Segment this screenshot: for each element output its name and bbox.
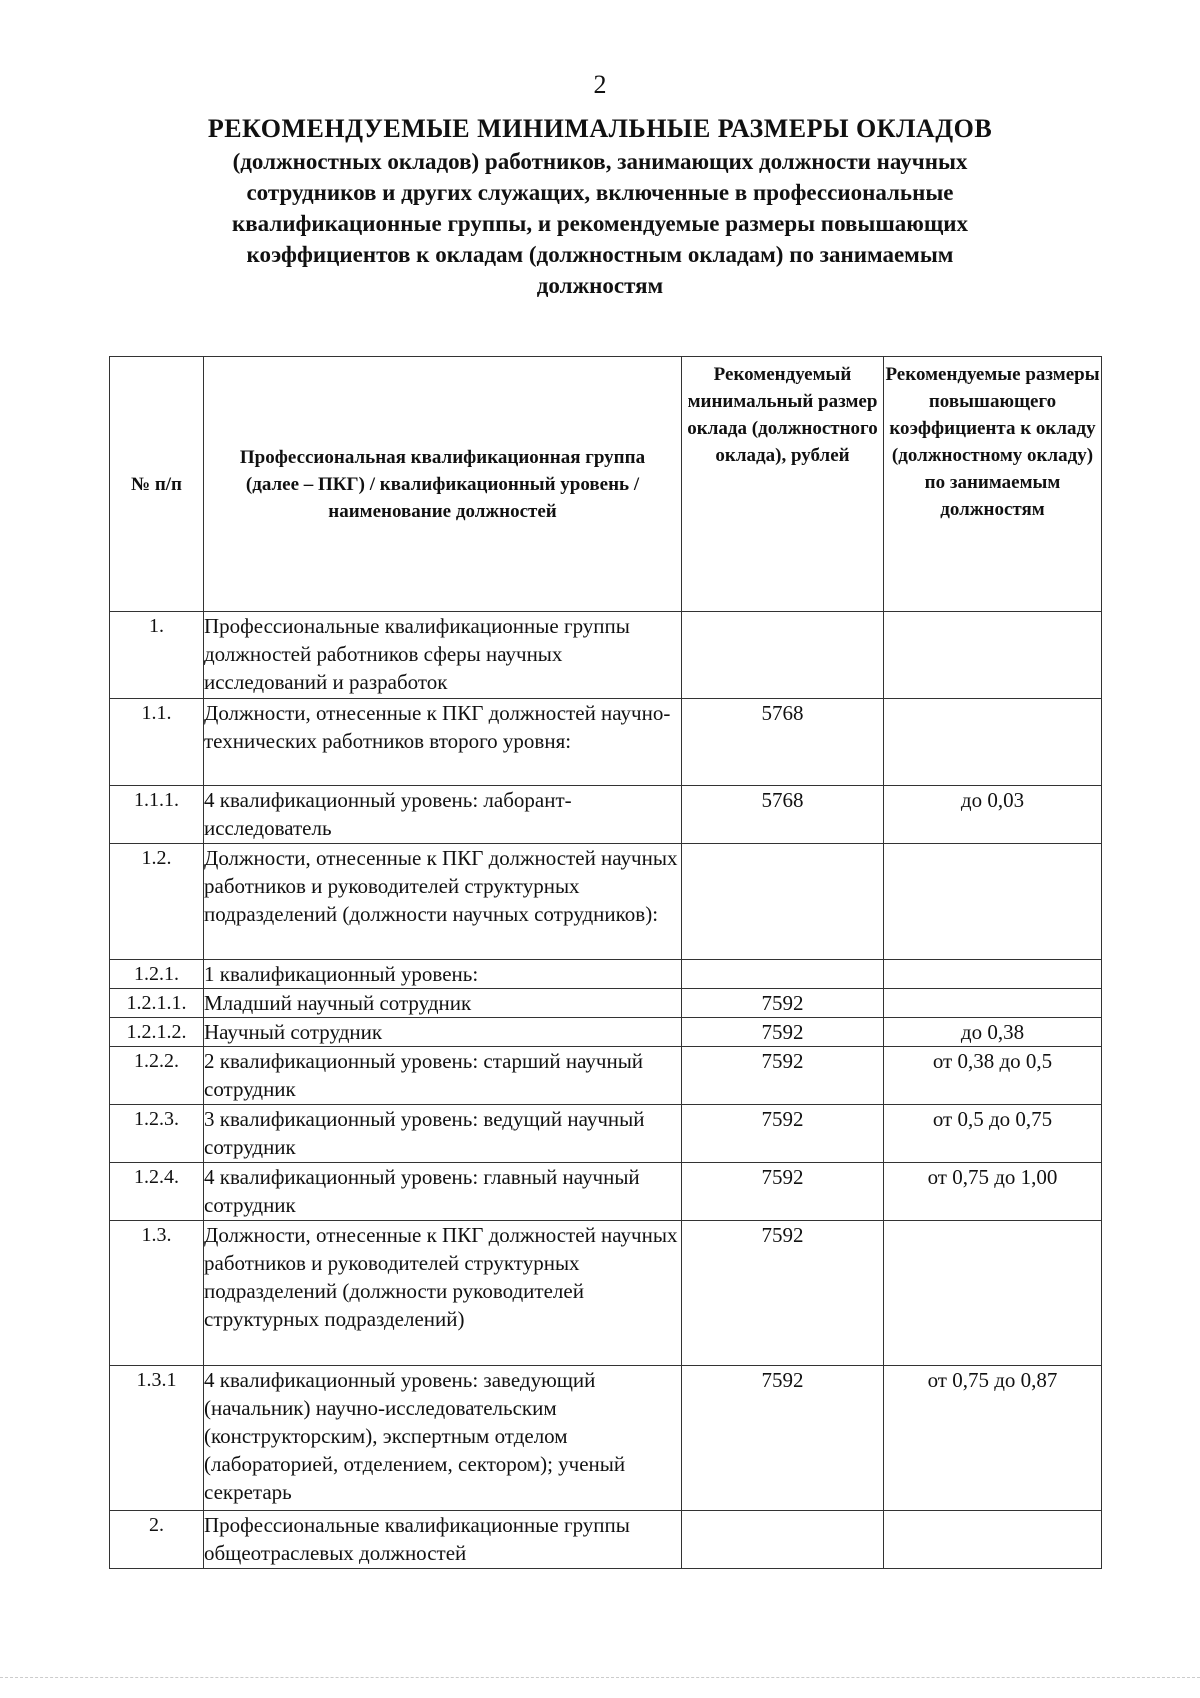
- row-number: 1.2.4.: [110, 1163, 204, 1221]
- row-salary: 7592: [682, 989, 884, 1018]
- table-header-row: [110, 357, 1102, 612]
- row-coefficient: [884, 989, 1102, 1018]
- row-number: 1.3.: [110, 1221, 204, 1366]
- row-name: 3 квалификационный уровень: ведущий научный сотрудник: [204, 1105, 682, 1163]
- document-subtitle-line: должностям: [536, 273, 664, 298]
- row-coefficient: [884, 960, 1102, 989]
- table-row: [110, 699, 1102, 786]
- row-coefficient: от 0,38 до 0,5: [884, 1047, 1102, 1105]
- row-coefficient: [884, 1221, 1102, 1366]
- document-subtitle-line: сотрудников и других служащих, включенные в профессиональные: [246, 180, 954, 205]
- row-salary: 5768: [682, 786, 884, 844]
- row-name: 4 квалификационный уровень: заведующий (начальник) научно-исследовательским (конструкторским), экспертным отделом (лабораторией, отделением, сектором); ученый секретарь: [204, 1366, 682, 1511]
- table-row: [110, 844, 1102, 960]
- row-name: Младший научный сотрудник: [204, 989, 682, 1018]
- document-title: РЕКОМЕНДУЕМЫЕ МИНИМАЛЬНЫЕ РАЗМЕРЫ ОКЛАДОВ: [207, 114, 993, 143]
- row-coefficient: [884, 699, 1102, 786]
- table-row: [110, 1018, 1102, 1047]
- document-subtitle-line: коэффициентов к окладам (должностным окладам) по занимаемым: [246, 242, 954, 267]
- header-coefficient: Рекомендуемые размеры повышающего коэффициента к окладу (должностному окладу) по занимаемым должностям: [884, 357, 1102, 612]
- row-name: Профессиональные квалификационные группы должностей работников сферы научных исследований и разработок: [204, 612, 682, 699]
- document-subtitle-line: квалификационные группы, и рекомендуемые размеры повышающих: [231, 211, 969, 236]
- row-coefficient: [884, 612, 1102, 699]
- row-number: 1.2.1.: [110, 960, 204, 989]
- row-salary: 7592: [682, 1366, 884, 1511]
- page-number: 2: [593, 70, 607, 99]
- row-name: Должности, отнесенные к ПКГ должностей научно-технических работников второго уровня:: [204, 699, 682, 786]
- row-name: Профессиональные квалификационные группы общеотраслевых должностей: [204, 1511, 682, 1569]
- header-group: Профессиональная квалификационная группа (далее – ПКГ) / квалификационный уровень / наименование должностей: [204, 357, 682, 612]
- row-coefficient: [884, 1511, 1102, 1569]
- page-bottom-edge: [0, 1677, 1200, 1679]
- table-row: [110, 1511, 1102, 1569]
- table-row: [110, 1047, 1102, 1105]
- document-subtitle-line: (должностных окладов) работников, занимающих должности научных: [232, 149, 968, 174]
- row-number: 1.1.: [110, 699, 204, 786]
- row-name: 1 квалификационный уровень:: [204, 960, 682, 989]
- row-salary: [682, 1511, 884, 1569]
- row-salary: 7592: [682, 1018, 884, 1047]
- row-salary: 7592: [682, 1221, 884, 1366]
- table-row: [110, 786, 1102, 844]
- row-salary: 7592: [682, 1163, 884, 1221]
- table-row: [110, 1163, 1102, 1221]
- row-coefficient: от 0,5 до 0,75: [884, 1105, 1102, 1163]
- row-coefficient: от 0,75 до 0,87: [884, 1366, 1102, 1511]
- table-row: [110, 1105, 1102, 1163]
- row-coefficient: до 0,03: [884, 786, 1102, 844]
- header-num: № п/п: [110, 357, 204, 612]
- table-row: [110, 1221, 1102, 1366]
- row-number: 1.2.2.: [110, 1047, 204, 1105]
- row-number: 1.2.1.2.: [110, 1018, 204, 1047]
- row-number: 1.3.1: [110, 1366, 204, 1511]
- row-number: 1.2.1.1.: [110, 989, 204, 1018]
- row-name: Должности, отнесенные к ПКГ должностей научных работников и руководителей структурных подразделений (должности руководителей структурных подразделений): [204, 1221, 682, 1366]
- row-name: 2 квалификационный уровень: старший научный сотрудник: [204, 1047, 682, 1105]
- row-salary: [682, 960, 884, 989]
- row-salary: 7592: [682, 1047, 884, 1105]
- row-salary: 7592: [682, 1105, 884, 1163]
- row-number: 1.1.1.: [110, 786, 204, 844]
- row-salary: [682, 612, 884, 699]
- row-name: 4 квалификационный уровень: главный научный сотрудник: [204, 1163, 682, 1221]
- row-name: Должности, отнесенные к ПКГ должностей научных работников и руководителей структурных подразделений (должности научных сотрудников):: [204, 844, 682, 960]
- row-coefficient: [884, 844, 1102, 960]
- header-salary: Рекомендуемый минимальный размер оклада (должностного оклада), рублей: [682, 357, 884, 612]
- table-row: [110, 612, 1102, 699]
- row-number: 2.: [110, 1511, 204, 1569]
- document-title-block: [130, 112, 1070, 301]
- row-number: 1.: [110, 612, 204, 699]
- row-name: Научный сотрудник: [204, 1018, 682, 1047]
- row-salary: 5768: [682, 699, 884, 786]
- row-coefficient: до 0,38: [884, 1018, 1102, 1047]
- table-row: [110, 960, 1102, 989]
- row-salary: [682, 844, 884, 960]
- table-row: [110, 1366, 1102, 1511]
- row-number: 1.2.3.: [110, 1105, 204, 1163]
- row-number: 1.2.: [110, 844, 204, 960]
- salary-table: [109, 356, 1102, 1569]
- table-row: [110, 989, 1102, 1018]
- row-name: 4 квалификационный уровень: лаборант-исследователь: [204, 786, 682, 844]
- row-coefficient: от 0,75 до 1,00: [884, 1163, 1102, 1221]
